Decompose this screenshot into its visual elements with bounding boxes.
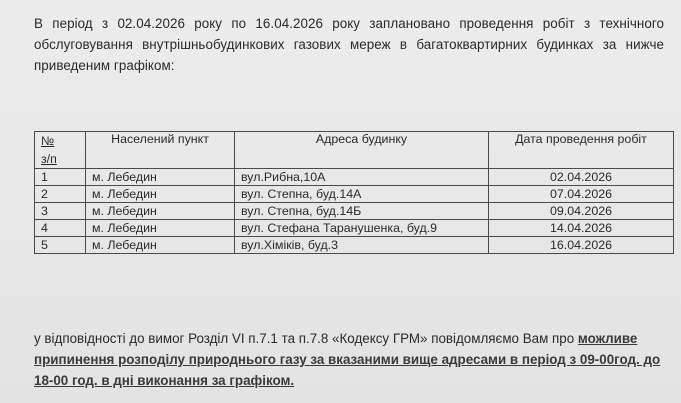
header-number-line1: № — [41, 134, 55, 148]
table-row — [35, 237, 674, 254]
row-number: 3 — [35, 203, 86, 220]
header-city: Населений пункт — [86, 132, 235, 169]
row-city: м. Лебедин — [86, 169, 235, 186]
row-number: 2 — [35, 186, 86, 203]
intro-paragraph: В період з 02.04.2026 року по 16.04.2026 року заплановано проведення робіт з технічного обслуговування внутрішньобудинкових газових мереж в багатоквартирних будинках за нижче приведеним графіком: — [34, 16, 664, 73]
row-number: 1 — [35, 169, 86, 186]
row-number: 5 — [35, 237, 86, 254]
row-date: 09.04.2026 — [489, 203, 674, 220]
schedule-table — [34, 131, 674, 254]
row-date: 16.04.2026 — [489, 237, 674, 254]
table-header-row — [35, 132, 674, 169]
row-address: вул.Хіміків, буд.3 — [235, 237, 489, 254]
row-city: м. Лебедин — [86, 203, 235, 220]
table-row — [35, 203, 674, 220]
row-address: вул. Степна, буд.14Б — [235, 203, 489, 220]
header-number — [35, 132, 86, 169]
row-city: м. Лебедин — [86, 186, 235, 203]
row-number: 4 — [35, 220, 86, 237]
row-city: м. Лебедин — [86, 220, 235, 237]
notice-paragraph — [34, 328, 664, 391]
row-address: вул. Стефана Таранушенка, буд.9 — [235, 220, 489, 237]
row-city: м. Лебедин — [86, 237, 235, 254]
table-row — [35, 186, 674, 203]
header-address: Адреса будинку — [235, 132, 489, 169]
header-number-line2: з/п — [41, 152, 57, 166]
row-address: вул.Рибна,10А — [235, 169, 489, 186]
row-date: 07.04.2026 — [489, 186, 674, 203]
row-date: 14.04.2026 — [489, 220, 674, 237]
header-date: Дата проведення робіт — [489, 132, 674, 169]
row-date: 02.04.2026 — [489, 169, 674, 186]
row-address: вул. Степна, буд.14А — [235, 186, 489, 203]
notice-emphasis: можливе припинення розподілу природнього газу за вказаними вище адресами в період з 09-00год. до 18-00 год. в дні виконання за графіком. — [34, 331, 661, 388]
table-row — [35, 220, 674, 237]
notice-text: у відповідності до вимог Розділ VI п.7.1 та п.7.8 «Кодексу ГРМ» повідомляємо Вам про — [34, 331, 578, 346]
table-row — [35, 169, 674, 186]
